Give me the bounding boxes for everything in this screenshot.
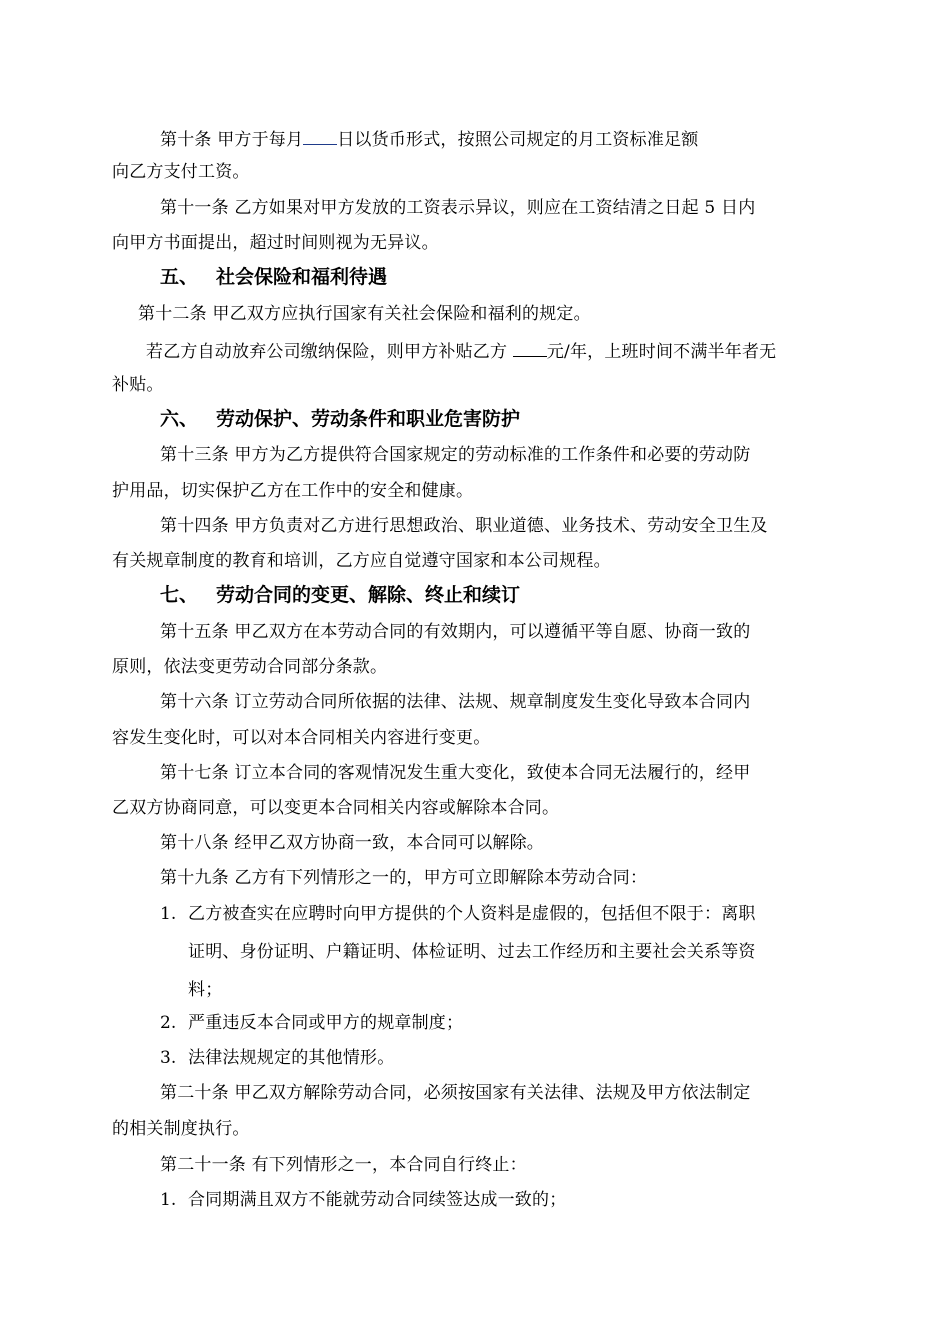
section-heading-7 bbox=[160, 584, 520, 606]
clause-10-text-b: 日以货币形式，按照公司规定的月工资标准足额 bbox=[337, 130, 699, 150]
list-item-line: 乙方被查实在应聘时向甲方提供的个人资料是虚假的，包括但不限于：离职 bbox=[188, 904, 756, 924]
clause-17-line-1: 第十七条 订立本合同的客观情况发生重大变化，致使本合同无法履行的，经甲 bbox=[160, 763, 751, 783]
section-number: 六、 bbox=[160, 408, 199, 430]
section-title: 劳动合同的变更、解除、终止和续订 bbox=[216, 584, 521, 606]
list-item-line: 严重违反本合同或甲方的规章制度； bbox=[188, 1013, 464, 1033]
clause-11-line-1: 第十一条 乙方如果对甲方发放的工资表示异议，则应在工资结清之日起 5 日内 bbox=[160, 198, 756, 218]
clause-14-line-1: 第十四条 甲方负责对乙方进行思想政治、职业道德、业务技术、劳动安全卫生及 bbox=[160, 516, 768, 536]
clause-20-line-1: 第二十条 甲乙双方解除劳动合同，必须按国家有关法律、法规及甲方依法制定 bbox=[160, 1083, 751, 1103]
clause-18-line-1: 第十八条 经甲乙双方协商一致，本合同可以解除。 bbox=[160, 833, 545, 853]
clause-16-line-1: 第十六条 订立劳动合同所依据的法律、法规、规章制度发生变化导致本合同内 bbox=[160, 692, 751, 712]
clause-17-line-2: 乙双方协商同意，可以变更本合同相关内容或解除本合同。 bbox=[112, 798, 560, 818]
section-heading-6 bbox=[160, 408, 520, 430]
list-item-line: 合同期满且双方不能就劳动合同续签达成一致的； bbox=[188, 1190, 567, 1210]
list-item-line: 料； bbox=[188, 980, 223, 1000]
clause-21-line-1: 第二十一条 有下列情形之一，本合同自行终止： bbox=[160, 1155, 527, 1175]
clause-14-line-2: 有关规章制度的教育和培训，乙方应自觉遵守国家和本公司规程。 bbox=[112, 551, 611, 571]
clause-20-line-2: 的相关制度执行。 bbox=[112, 1119, 250, 1139]
clause-12-line-3: 补贴。 bbox=[112, 375, 164, 395]
clause-10-text-a: 第十条 甲方于每月 bbox=[160, 130, 304, 150]
clause-12-line-1: 第十二条 甲乙双方应执行国家有关社会保险和福利的规定。 bbox=[138, 304, 591, 324]
list-item-line: 证明、身份证明、户籍证明、体检证明、过去工作经历和主要社会关系等资 bbox=[188, 942, 756, 962]
day-blank bbox=[303, 127, 337, 145]
list-item-number: 1. bbox=[160, 1190, 177, 1210]
list-item-number: 3. bbox=[160, 1048, 177, 1068]
clause-15-line-2: 原则，依法变更劳动合同部分条款。 bbox=[112, 657, 388, 677]
clause-12-text-b: 元/年，上班时间不满半年者无 bbox=[546, 342, 777, 362]
list-item-line: 法律法规规定的其他情形。 bbox=[188, 1048, 395, 1068]
clause-12-text-a: 若乙方自动放弃公司缴纳保险，则甲方补贴乙方 bbox=[146, 342, 513, 362]
clause-10-line-1 bbox=[160, 127, 698, 150]
section-number: 五、 bbox=[160, 266, 199, 288]
clause-12-line-2 bbox=[146, 339, 776, 362]
clause-13-line-1: 第十三条 甲方为乙方提供符合国家规定的劳动标准的工作条件和必要的劳动防 bbox=[160, 445, 751, 465]
clause-19-line-1: 第十九条 乙方有下列情形之一的，甲方可立即解除本劳动合同： bbox=[160, 868, 648, 888]
clause-13-line-2: 护用品，切实保护乙方在工作中的安全和健康。 bbox=[112, 481, 474, 501]
section-title: 社会保险和福利待遇 bbox=[216, 266, 388, 288]
section-heading-5 bbox=[160, 266, 387, 288]
clause-15-line-1: 第十五条 甲乙双方在本劳动合同的有效期内，可以遵循平等自愿、协商一致的 bbox=[160, 622, 751, 642]
subsidy-blank bbox=[513, 339, 547, 357]
clause-10-line-2: 向乙方支付工资。 bbox=[112, 162, 250, 182]
clause-16-line-2: 容发生变化时，可以对本合同相关内容进行变更。 bbox=[112, 728, 491, 748]
clause-11-line-2: 向甲方书面提出，超过时间则视为无异议。 bbox=[112, 233, 439, 253]
section-title: 劳动保护、劳动条件和职业危害防护 bbox=[216, 408, 521, 430]
section-number: 七、 bbox=[160, 584, 199, 606]
list-item-number: 1. bbox=[160, 904, 177, 924]
list-item-number: 2. bbox=[160, 1013, 177, 1033]
